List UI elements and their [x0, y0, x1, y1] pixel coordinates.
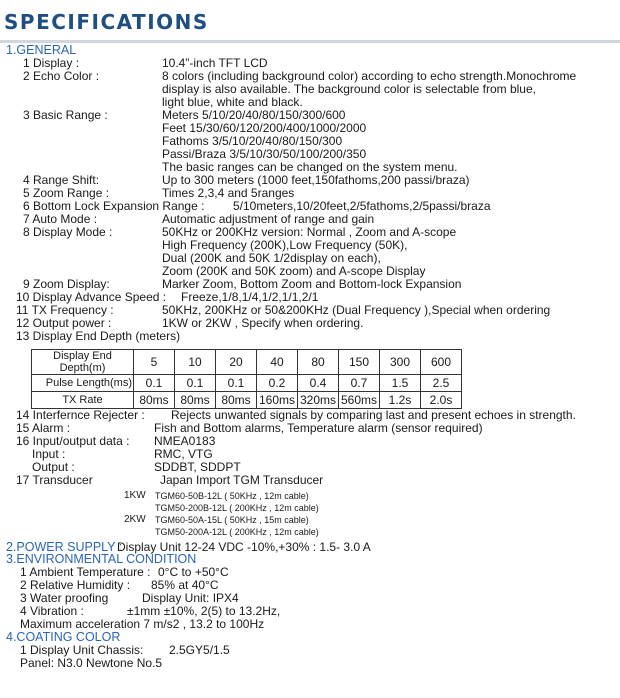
- interference-label: 14 Interfernce Rejecter :: [16, 408, 145, 422]
- section-power-heading: 2.POWER SUPPLY :: [6, 540, 123, 554]
- row-header: Display End Depth(m): [32, 350, 134, 375]
- title-divider: [0, 40, 620, 43]
- depth-table: [31, 349, 462, 409]
- transducer-value: Japan Import TGM Transducer: [160, 473, 324, 487]
- display-mode-line: High Frequency (200K),Low Frequency (50K),: [162, 238, 408, 252]
- auto-mode-label: 7 Auto Mode :: [23, 212, 98, 226]
- transducer-model: TGM60-50B-12L ( 50KHz , 12m cable): [155, 491, 309, 501]
- input-label: Input :: [32, 447, 66, 461]
- basic-range-line: Meters 5/10/20/40/80/150/300/600: [162, 108, 346, 122]
- echo-color-line: 8 colors (including background color) according to echo strength.Monochrome: [162, 69, 577, 83]
- table-cell: 80ms: [216, 392, 257, 409]
- section-coating-heading: 4.COATING COLOR: [6, 630, 121, 644]
- panel-line: Panel: N3.0 Newtone No.5: [20, 656, 163, 670]
- table-cell: 300: [380, 350, 421, 375]
- table-cell: 320ms: [298, 392, 339, 409]
- page-title: SPECIFICATIONS: [4, 10, 209, 34]
- table-cell: 1.5: [380, 375, 421, 392]
- chassis-label: 1 Display Unit Chassis:: [20, 643, 144, 657]
- ambient-temp-label: 1 Ambient Temperature :: [20, 565, 151, 579]
- power-value: Display Unit 12-24 VDC -10%,+30% : 1.5- 3.0 A: [117, 540, 371, 554]
- table-cell: 5: [134, 350, 175, 375]
- alarm-label: 15 Alarm :: [16, 421, 71, 435]
- range-shift-label: 4 Range Shift:: [23, 173, 100, 187]
- water-proofing-label: 3 Water proofing: [20, 591, 109, 605]
- display-value: 10.4”-inch TFT LCD: [162, 56, 268, 70]
- echo-color-line: display is also available. The background color is selectable from blue,: [162, 82, 536, 96]
- transducer-model: TGM50-200B-12L ( 200KHz , 12m cable): [155, 503, 319, 513]
- basic-range-line: Passi/Braza 3/5/10/30/50/100/200/350: [162, 147, 367, 161]
- display-mode-line: Zoom (200K and 50K zoom) and A-scope Display: [162, 264, 426, 278]
- section-environment-heading: 3.ENVIRONMENTAL CONDITION: [6, 552, 197, 566]
- water-proofing-value: Display Unit: IPX4: [142, 591, 239, 605]
- section-general-heading: 1.GENERAL: [6, 43, 77, 57]
- vibration-line: Maximum acceleration 7 m/s2 , 13.2 to 100Hz: [20, 617, 265, 631]
- basic-range-label: 3 Basic Range :: [23, 108, 108, 122]
- table-cell: 1.2s: [380, 392, 421, 409]
- transducer-2kw-label: 2KW: [124, 514, 146, 525]
- output-power-value: 1KW or 2KW , Specify when ordering.: [162, 316, 364, 330]
- transducer-label: 17 Transducer: [16, 473, 93, 487]
- table-cell: 2.5: [421, 375, 462, 392]
- tx-frequency-label: 11 TX Frequency :: [16, 303, 114, 317]
- zoom-range-label: 5 Zoom Range :: [23, 186, 110, 200]
- humidity-label: 2 Relative Humidity :: [20, 578, 131, 592]
- transducer-model: TGM50-200A-12L ( 200KHz , 12m cable): [155, 527, 319, 537]
- basic-range-line: Fathoms 3/5/10/20/40/80/150/300: [162, 134, 343, 148]
- table-cell: 0.1: [216, 375, 257, 392]
- table-cell: 10: [175, 350, 216, 375]
- output-value: SDDBT, SDDPT: [154, 460, 241, 474]
- advance-speed-label: 10 Display Advance Speed :: [16, 290, 167, 304]
- display-label: 1 Display :: [23, 56, 80, 70]
- table-cell: 560ms: [339, 392, 380, 409]
- io-data-value: NMEA0183: [154, 434, 216, 448]
- end-depth-label: 13 Display End Depth (meters): [16, 329, 181, 343]
- tx-frequency-value: 50KHz, 200KHz or 50&200KHz (Dual Frequency ),Special when ordering: [162, 303, 551, 317]
- alarm-value: Fish and Bottom alarms, Temperature alarm (sensor required): [154, 421, 483, 435]
- display-mode-line: Dual (200K and 50K 1/2display on each),: [162, 251, 381, 265]
- table-cell: 0.7: [339, 375, 380, 392]
- basic-range-line: The basic ranges can be changed on the system menu.: [162, 160, 458, 174]
- table-row: [32, 350, 462, 375]
- basic-range-line: Feet 15/30/60/120/200/400/1000/2000: [162, 121, 367, 135]
- range-shift-value: Up to 300 meters (1000 feet,150fathoms,200 passi/braza): [162, 173, 470, 187]
- table-cell: 0.1: [175, 375, 216, 392]
- humidity-value: 85% at 40°C: [151, 578, 219, 592]
- auto-mode-value: Automatic adjustment of range and gain: [162, 212, 375, 226]
- echo-color-line: light blue, white and black.: [162, 95, 303, 109]
- zoom-range-value: Times 2,3,4 and 5ranges: [162, 186, 295, 200]
- echo-color-label: 2 Echo Color :: [23, 69, 100, 83]
- zoom-display-value: Marker Zoom, Bottom Zoom and Bottom-lock Expansion: [162, 277, 462, 291]
- table-cell: 2.0s: [421, 392, 462, 409]
- vibration-label: 4 Vibration :: [20, 604, 84, 618]
- interference-value: Rejects unwanted signals by comparing last and present echoes in strength.: [171, 408, 576, 422]
- transducer-model: TGM60-50A-15L ( 50KHz , 15m cable): [155, 515, 309, 525]
- table-cell: 20: [216, 350, 257, 375]
- table-cell: 40: [257, 350, 298, 375]
- row-header: Pulse Length(ms): [32, 375, 134, 392]
- table-row: [32, 392, 462, 409]
- table-cell: 600: [421, 350, 462, 375]
- row-header: TX Rate: [32, 392, 134, 409]
- output-power-label: 12 Output power :: [16, 316, 112, 330]
- zoom-display-label: 9 Zoom Display:: [23, 277, 110, 291]
- chassis-value: 2.5GY5/1.5: [169, 643, 230, 657]
- table-cell: 80: [298, 350, 339, 375]
- io-data-label: 16 Input/output data :: [16, 434, 130, 448]
- table-cell: 80ms: [175, 392, 216, 409]
- bottom-lock-value: 5/10meters,10/20feet,2/5fathoms,2/5passi/braza: [233, 199, 491, 213]
- table-cell: 160ms: [257, 392, 298, 409]
- bottom-lock-label: 6 Bottom Lock Expansion Range :: [23, 199, 205, 213]
- table-row: [32, 375, 462, 392]
- table-cell: 0.4: [298, 375, 339, 392]
- advance-speed-value: Freeze,1/8,1/4,1/2,1/1,2/1: [181, 290, 319, 304]
- input-value: RMC, VTG: [154, 447, 213, 461]
- display-mode-line: 50KHz or 200KHz version: Normal , Zoom and A-scope: [162, 225, 457, 239]
- table-cell: 0.1: [134, 375, 175, 392]
- vibration-value: ±1mm ±10%, 2(5) to 13.2Hz,: [127, 604, 281, 618]
- output-label: Output :: [32, 460, 75, 474]
- ambient-temp-value: 0°C to +50°C: [158, 565, 229, 579]
- table-cell: 150: [339, 350, 380, 375]
- table-cell: 80ms: [134, 392, 175, 409]
- transducer-1kw-label: 1KW: [124, 490, 146, 501]
- table-cell: 0.2: [257, 375, 298, 392]
- display-mode-label: 8 Display Mode :: [23, 225, 113, 239]
